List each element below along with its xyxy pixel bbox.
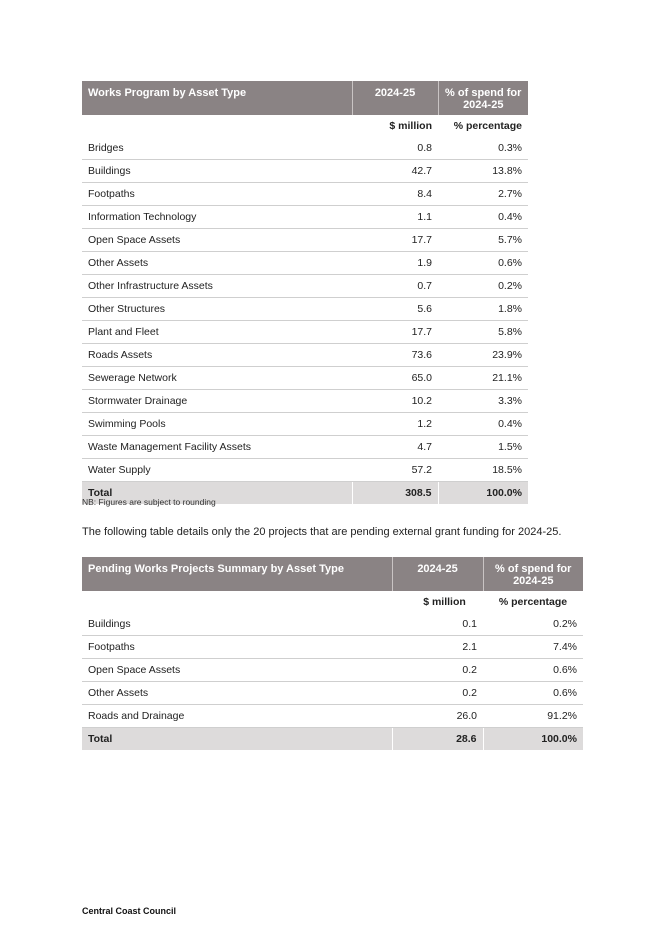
table-row [82,160,528,183]
table-row [82,436,528,459]
amount-cell: 0.2 [392,659,483,682]
asset-type-cell: Swimming Pools [82,413,352,436]
works-program-table [82,81,528,504]
percent-cell: 0.4% [438,206,528,229]
amount-cell: 10.2 [352,390,438,413]
percent-cell: 0.6% [483,659,583,682]
table-row [82,206,528,229]
percent-cell: 1.5% [438,436,528,459]
table-row [82,252,528,275]
column-header: 2024-25 [392,557,483,591]
table-row [82,183,528,206]
total-label: Total [82,728,392,751]
table-row [82,390,528,413]
amount-cell: 0.1 [392,613,483,636]
asset-type-cell: Bridges [82,137,352,160]
amount-cell: 1.9 [352,252,438,275]
asset-type-cell: Footpaths [82,183,352,206]
amount-cell: 26.0 [392,705,483,728]
asset-type-cell: Stormwater Drainage [82,390,352,413]
table-row [82,229,528,252]
total-percent: 100.0% [483,728,583,751]
units-cell: $ million [389,120,432,132]
percent-cell: 1.8% [438,298,528,321]
table-row [82,682,583,705]
table-header-row [82,81,528,115]
table-row [82,659,583,682]
table-body [82,115,528,504]
table-row [82,705,583,728]
amount-cell: 57.2 [352,459,438,482]
table-row [82,613,583,636]
amount-cell: 0.2 [392,682,483,705]
asset-type-cell: Buildings [82,160,352,183]
percent-cell: 0.6% [483,682,583,705]
percent-cell: 5.8% [438,321,528,344]
percent-cell: 0.2% [438,275,528,298]
table-row [82,413,528,436]
column-header: 2024-25 [352,81,438,115]
asset-type-cell: Water Supply [82,459,352,482]
units-cell [82,591,392,613]
rounding-note: NB: Figures are subject to rounding [82,497,216,507]
percent-cell: 18.5% [438,459,528,482]
percent-cell: 2.7% [438,183,528,206]
asset-type-cell: Other Infrastructure Assets [82,275,352,298]
amount-cell: 1.1 [352,206,438,229]
percent-cell: 91.2% [483,705,583,728]
percent-cell: 3.3% [438,390,528,413]
table-row [82,367,528,390]
asset-type-cell: Footpaths [82,636,392,659]
total-row [82,728,583,751]
table-row [82,298,528,321]
column-header: Pending Works Projects Summary by Asset Type [82,557,392,591]
asset-type-cell: Open Space Assets [82,659,392,682]
percent-cell: 13.8% [438,160,528,183]
percent-cell: 0.6% [438,252,528,275]
percent-cell: 5.7% [438,229,528,252]
column-header: % of spend for 2024-25 [483,557,583,591]
asset-type-cell: Plant and Fleet [82,321,352,344]
units-cell: % percentage [453,120,522,132]
asset-type-cell: Buildings [82,613,392,636]
units-cell [82,115,352,137]
asset-type-cell: Other Structures [82,298,352,321]
asset-type-cell: Other Assets [82,682,392,705]
amount-cell: 5.6 [352,298,438,321]
amount-cell: 42.7 [352,160,438,183]
percent-cell: 21.1% [438,367,528,390]
units-cell: % percentage [498,596,568,608]
table-body [82,591,583,750]
total-amount: 28.6 [392,728,483,751]
percent-cell: 0.3% [438,137,528,160]
amount-cell: 2.1 [392,636,483,659]
column-header: Works Program by Asset Type [82,81,352,115]
percent-cell: 23.9% [438,344,528,367]
table-row [82,275,528,298]
table-header-row [82,557,583,591]
asset-type-cell: Roads and Drainage [82,705,392,728]
footer-org-name: Central Coast Council [82,906,177,916]
percent-cell: 0.4% [438,413,528,436]
total-percent: 100.0% [438,482,528,505]
asset-type-cell: Waste Management Facility Assets [82,436,352,459]
total-label: Total [82,482,352,505]
amount-cell: 17.7 [352,229,438,252]
percent-cell: 0.2% [483,613,583,636]
asset-type-cell: Information Technology [82,206,352,229]
pending-projects-table [82,557,583,750]
amount-cell: 8.4 [352,183,438,206]
units-cell: $ million [423,596,466,608]
column-header: % of spend for 2024-25 [438,81,528,115]
amount-cell: 0.8 [352,137,438,160]
amount-cell: 17.7 [352,321,438,344]
total-amount: 308.5 [352,482,438,505]
amount-cell: 65.0 [352,367,438,390]
percent-cell: 7.4% [483,636,583,659]
table-row [82,344,528,367]
table-row [82,636,583,659]
units-row [82,591,583,613]
asset-type-cell: Open Space Assets [82,229,352,252]
table-row [82,321,528,344]
asset-type-cell: Sewerage Network [82,367,352,390]
amount-cell: 0.7 [352,275,438,298]
asset-type-cell: Other Assets [82,252,352,275]
intro-paragraph: The following table details only the 20 projects that are pending external grant funding for 2024-25. [82,526,562,538]
table-row [82,137,528,160]
amount-cell: 73.6 [352,344,438,367]
amount-cell: 4.7 [352,436,438,459]
asset-type-cell: Roads Assets [82,344,352,367]
units-row [82,115,528,137]
table-row [82,459,528,482]
amount-cell: 1.2 [352,413,438,436]
